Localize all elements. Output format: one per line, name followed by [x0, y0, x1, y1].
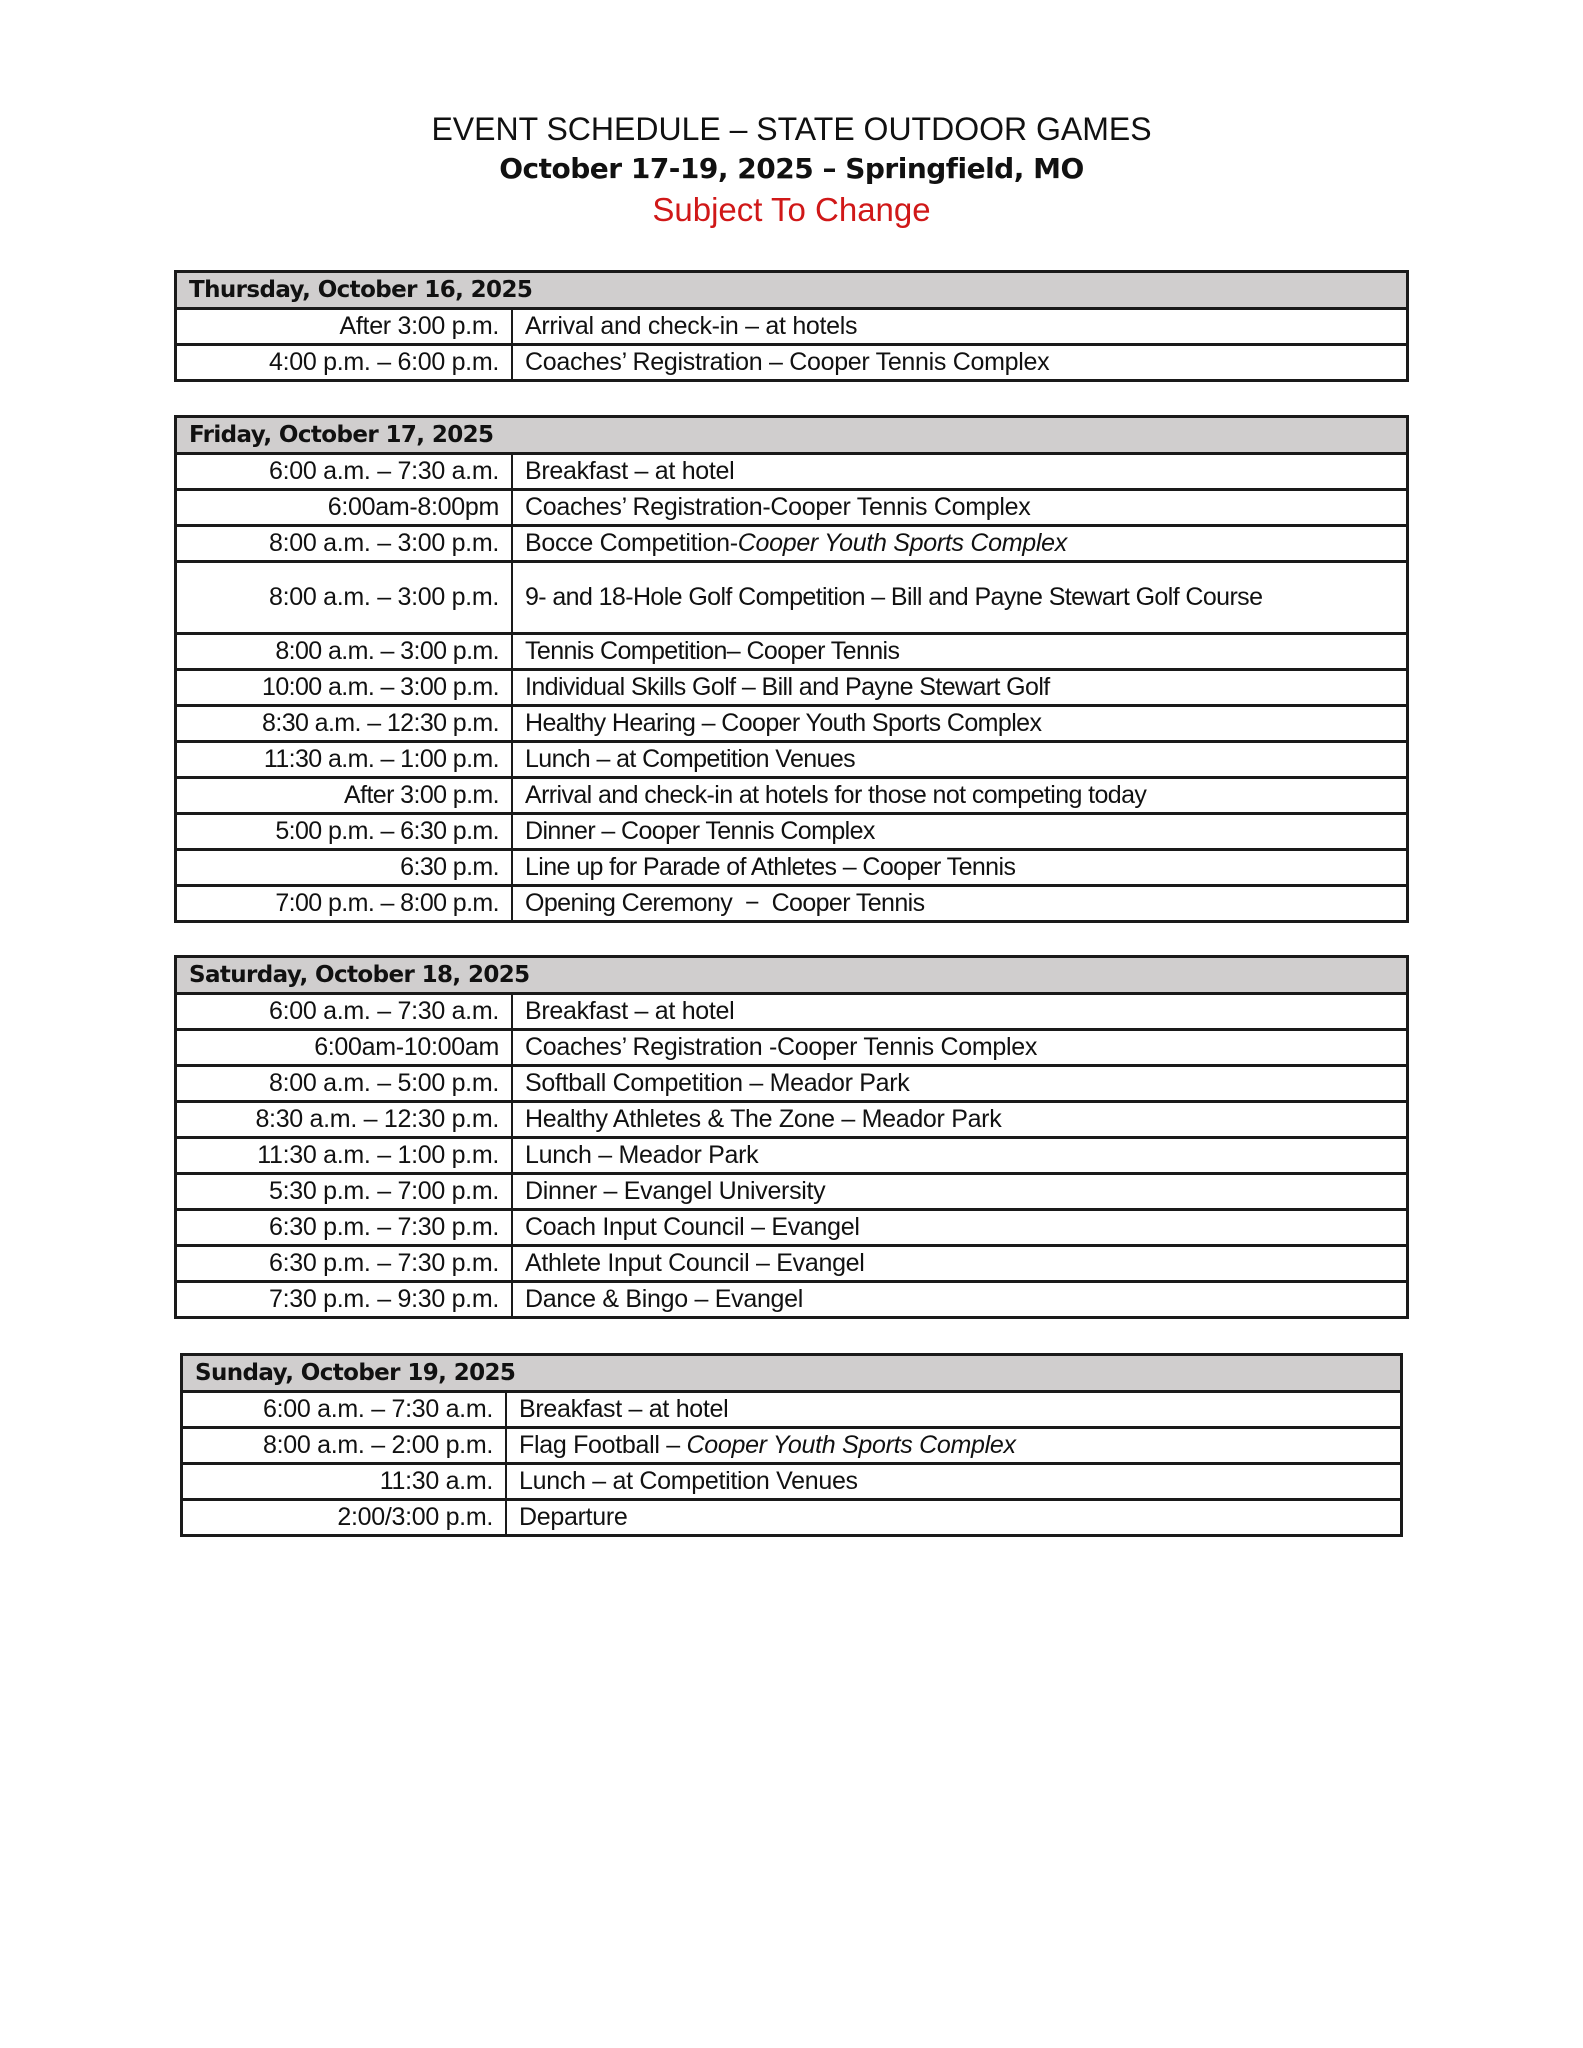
- event-cell: Athlete Input Council – Evangel: [525, 1249, 865, 1277]
- time-cell: After 3:00 p.m.: [177, 779, 513, 812]
- time-cell: After 3:00 p.m.: [177, 310, 513, 343]
- schedule-row: [183, 1498, 1400, 1534]
- event-cell: Lunch – Meador Park: [525, 1141, 759, 1169]
- time-cell: 8:30 a.m. – 12:30 p.m.: [177, 707, 513, 740]
- day-header: Saturday, October 18, 2025: [177, 958, 1406, 995]
- time-cell: 8:00 a.m. – 3:00 p.m.: [177, 527, 513, 560]
- time-cell: 4:00 p.m. – 6:00 p.m.: [177, 346, 513, 379]
- event-cell: Lunch – at Competition Venues: [519, 1467, 858, 1495]
- time-cell: 6:00 a.m. – 7:30 a.m.: [177, 995, 513, 1028]
- time-cell: 6:00 a.m. – 7:30 a.m.: [177, 455, 513, 488]
- schedule-row: [177, 848, 1406, 884]
- event-cell: Coaches’ Registration – Cooper Tennis Complex: [525, 348, 1050, 376]
- event-venue: Cooper Youth Sports Complex: [686, 1431, 1016, 1459]
- schedule-row: [177, 1100, 1406, 1136]
- schedule-row: [177, 488, 1406, 524]
- event-cell: Departure: [519, 1503, 628, 1531]
- event-cell: Coach Input Council – Evangel: [525, 1213, 860, 1241]
- time-cell: 6:00am-10:00am: [177, 1031, 513, 1064]
- event-venue: Cooper Youth Sports Complex: [737, 529, 1067, 557]
- event-cell: Line up for Parade of Athletes – Cooper Tennis: [525, 853, 1016, 881]
- time-cell: 6:00am-8:00pm: [177, 491, 513, 524]
- schedule-row: [177, 632, 1406, 668]
- schedule-row: [177, 704, 1406, 740]
- time-cell: 11:30 a.m. – 1:00 p.m.: [177, 1139, 513, 1172]
- day-header: Friday, October 17, 2025: [177, 418, 1406, 455]
- time-cell: 8:00 a.m. – 5:00 p.m.: [177, 1067, 513, 1100]
- day-header: Sunday, October 19, 2025: [183, 1356, 1400, 1393]
- time-cell: 6:00 a.m. – 7:30 a.m.: [183, 1393, 507, 1426]
- event-cell: Breakfast – at hotel: [519, 1395, 729, 1423]
- event-name: 9- and 18-Hole Golf Competition – Bill and Payne Stewart Golf Course: [525, 583, 1263, 611]
- event-cell: Breakfast – at hotel: [525, 997, 735, 1025]
- time-cell: 6:30 p.m. – 7:30 p.m.: [177, 1211, 513, 1244]
- event-cell: [513, 563, 1406, 632]
- schedule-row: [177, 776, 1406, 812]
- schedule-row: [177, 524, 1406, 560]
- time-cell: 8:00 a.m. – 3:00 p.m.: [177, 635, 513, 668]
- schedule-row: [177, 740, 1406, 776]
- event-cell: Individual Skills Golf – Bill and Payne Stewart Golf: [525, 673, 1050, 701]
- schedule-table-thursday: [174, 270, 1409, 382]
- event-cell: Dinner – Cooper Tennis Complex: [525, 817, 875, 845]
- event-name: Bocce Competition-: [525, 529, 738, 557]
- event-cell: [513, 527, 1406, 560]
- time-cell: 6:30 p.m.: [177, 851, 513, 884]
- schedule-row: [177, 1064, 1406, 1100]
- event-cell: Arrival and check-in at hotels for those not competing today: [525, 781, 1147, 809]
- event-name: Flag Football –: [519, 1431, 687, 1459]
- event-cell: Breakfast – at hotel: [525, 457, 735, 485]
- schedule-row: [177, 884, 1406, 920]
- time-cell: 11:30 a.m.: [183, 1465, 507, 1498]
- event-cell: Healthy Hearing – Cooper Youth Sports Complex: [525, 709, 1042, 737]
- event-cell: Healthy Athletes & The Zone – Meador Park: [525, 1105, 1002, 1133]
- schedule-row: [177, 1136, 1406, 1172]
- time-cell: 8:00 a.m. – 3:00 p.m.: [177, 563, 513, 632]
- event-cell: Tennis Competition– Cooper Tennis: [525, 637, 900, 665]
- schedule-row: [177, 995, 1406, 1028]
- schedule-row: [177, 1244, 1406, 1280]
- subject-to-change-notice: Subject To Change: [652, 191, 931, 228]
- day-header: Thursday, October 16, 2025: [177, 273, 1406, 310]
- time-cell: 7:00 p.m. – 8:00 p.m.: [177, 887, 513, 920]
- schedule-row: [177, 343, 1406, 379]
- time-cell: 5:00 p.m. – 6:30 p.m.: [177, 815, 513, 848]
- event-cell: Dinner – Evangel University: [525, 1177, 826, 1205]
- schedule-row: [177, 1280, 1406, 1316]
- schedule-row: [183, 1426, 1400, 1462]
- time-cell: 8:00 a.m. – 2:00 p.m.: [183, 1429, 507, 1462]
- event-cell: Softball Competition – Meador Park: [525, 1069, 910, 1097]
- schedule-row: [177, 1028, 1406, 1064]
- schedule-row: [177, 560, 1406, 632]
- schedule-row: [177, 1208, 1406, 1244]
- schedule-table-saturday: [174, 955, 1409, 1319]
- time-cell: 8:30 a.m. – 12:30 p.m.: [177, 1103, 513, 1136]
- schedule-row: [177, 668, 1406, 704]
- schedule-row: [177, 310, 1406, 343]
- schedule-row: [183, 1393, 1400, 1426]
- event-cell: Lunch – at Competition Venues: [525, 745, 856, 773]
- time-cell: 2:00/3:00 p.m.: [183, 1501, 507, 1534]
- event-dates-location: October 17-19, 2025 – Springfield, MO: [499, 152, 1084, 185]
- event-cell: Coaches’ Registration -Cooper Tennis Complex: [525, 1033, 1038, 1061]
- schedule-table-sunday: [180, 1353, 1403, 1537]
- time-cell: 5:30 p.m. – 7:00 p.m.: [177, 1175, 513, 1208]
- schedule-row: [177, 1172, 1406, 1208]
- time-cell: 10:00 a.m. – 3:00 p.m.: [177, 671, 513, 704]
- event-cell: Arrival and check-in – at hotels: [525, 312, 858, 340]
- time-cell: 6:30 p.m. – 7:30 p.m.: [177, 1247, 513, 1280]
- schedule-table-friday: [174, 415, 1409, 923]
- event-cell: Opening Ceremony − Cooper Tennis: [525, 889, 925, 917]
- schedule-row: [177, 812, 1406, 848]
- time-cell: 11:30 a.m. – 1:00 p.m.: [177, 743, 513, 776]
- event-cell: Coaches’ Registration-Cooper Tennis Complex: [525, 493, 1031, 521]
- event-cell: [507, 1429, 1400, 1462]
- event-cell: Dance & Bingo – Evangel: [525, 1285, 804, 1313]
- schedule-row: [183, 1462, 1400, 1498]
- time-cell: 7:30 p.m. – 9:30 p.m.: [177, 1283, 513, 1316]
- schedule-row: [177, 455, 1406, 488]
- page-title: EVENT SCHEDULE – STATE OUTDOOR GAMES: [431, 111, 1152, 147]
